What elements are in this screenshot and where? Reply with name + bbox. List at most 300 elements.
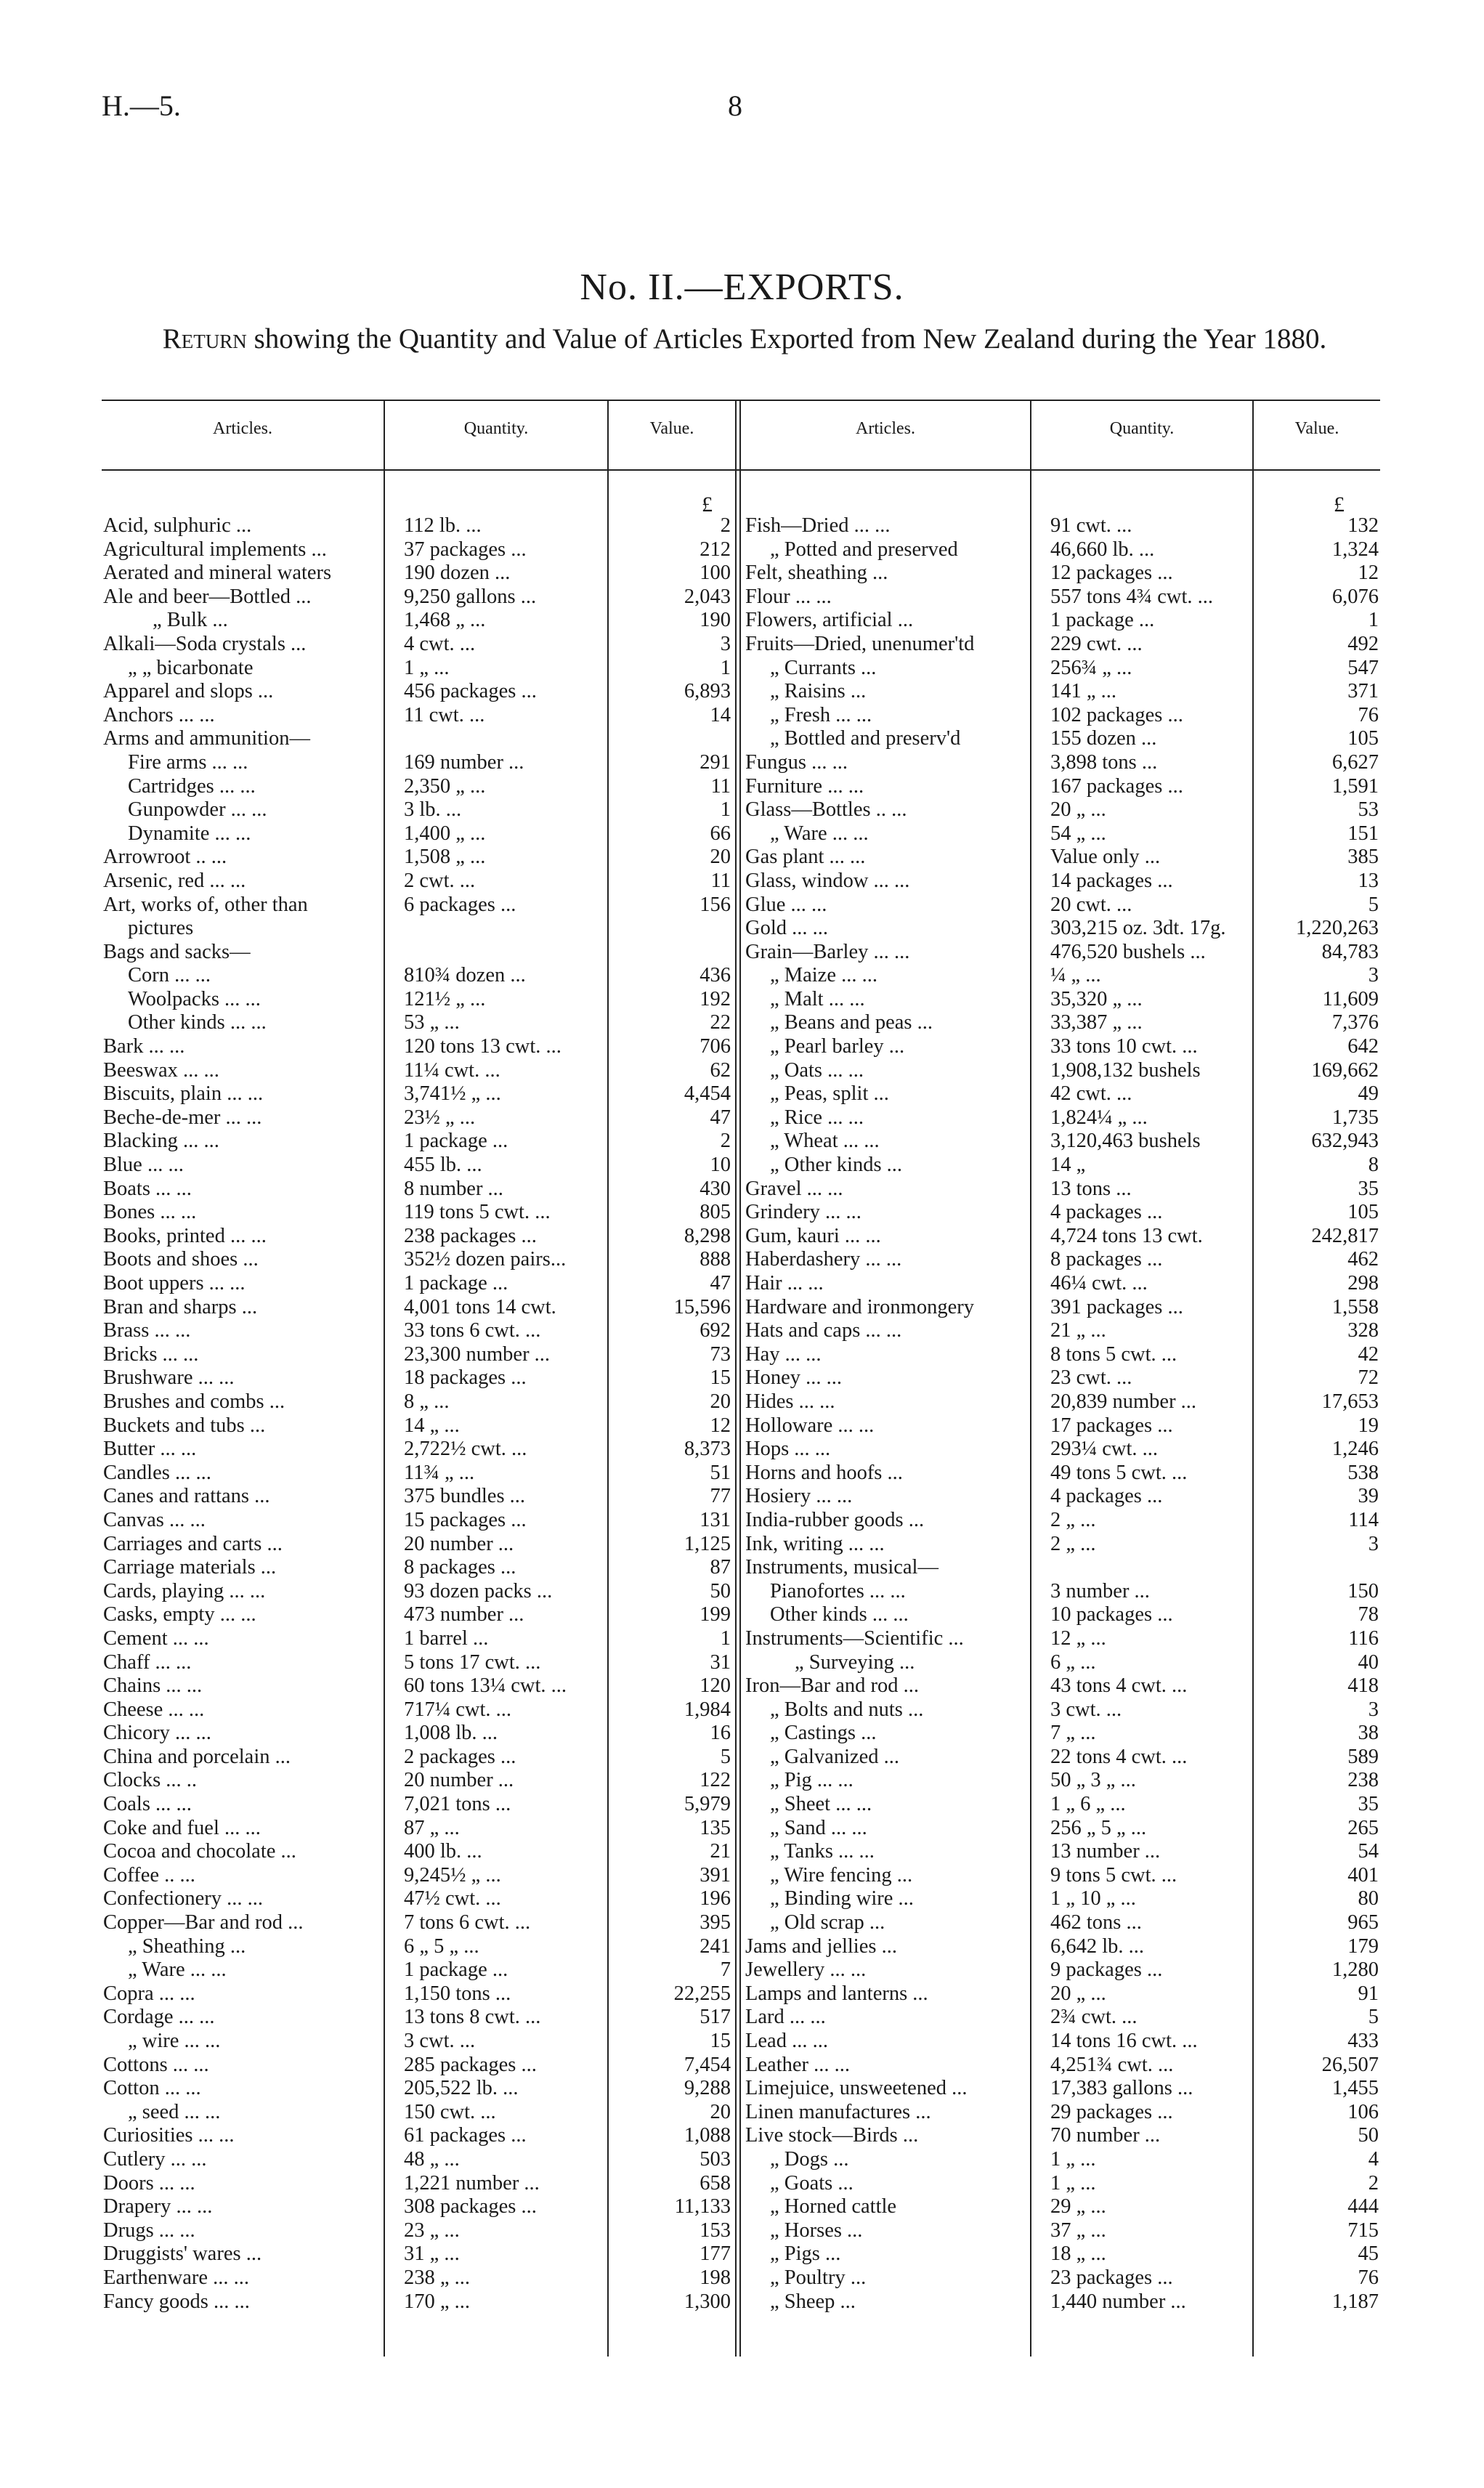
table-row: [744, 1178, 1380, 1202]
quantity-cell: 1 package ...: [1050, 609, 1155, 632]
table-row: [102, 870, 735, 894]
value-cell: 436: [700, 964, 731, 987]
article-name: Leather ... ...: [745, 2053, 851, 2076]
quantity-cell: 29 packages ...: [1050, 2100, 1173, 2123]
value-cell: 1,187: [1331, 2290, 1379, 2313]
table-row: [102, 1722, 735, 1746]
article-name: „ Bottled and preserv'd: [770, 727, 961, 750]
quantity-cell: 102 packages ...: [1050, 703, 1183, 726]
quantity-cell: 43 tons 4 cwt. ...: [1050, 1674, 1188, 1698]
col-divider: [735, 401, 737, 2357]
quantity-cell: 46¼ cwt. ...: [1050, 1272, 1148, 1294]
quantity-cell: 50 „ 3 „ ...: [1050, 1769, 1136, 1792]
article-name: Corn ... ...: [128, 964, 211, 987]
table-row: [744, 1462, 1380, 1486]
article-name: „ Horned cattle: [770, 2195, 897, 2218]
article-name: Carriage materials ...: [103, 1556, 277, 1579]
article-name: „ Horses ...: [770, 2218, 863, 2242]
table-row: [744, 562, 1380, 585]
value-cell: 1,088: [684, 2124, 731, 2147]
table-row: [102, 798, 735, 822]
table-row: [744, 775, 1380, 799]
value-cell: 492: [1347, 632, 1379, 655]
value-cell: 1,558: [1331, 1295, 1379, 1318]
table-row: [744, 917, 1380, 941]
table-row: [744, 1580, 1380, 1604]
article-name: „ Old scrap ...: [770, 1911, 885, 1934]
quantity-cell: 141 „ ...: [1050, 680, 1117, 703]
value-cell: 73: [710, 1342, 731, 1366]
article-name: Chaff ... ...: [103, 1650, 192, 1674]
quantity-cell: 4 packages ...: [1050, 1201, 1163, 1224]
article-name: Gum, kauri ... ...: [745, 1224, 881, 1247]
table-row: [744, 633, 1380, 657]
table-row: [102, 1627, 735, 1651]
article-name: Clocks ... ..: [103, 1769, 198, 1792]
quantity-cell: 33 tons 10 cwt. ...: [1050, 1035, 1198, 1058]
article-name: Arrowroot .. ...: [103, 846, 227, 869]
article-name: Iron—Bar and rod ...: [745, 1674, 920, 1698]
value-cell: 1: [720, 1626, 731, 1650]
value-cell: 888: [700, 1248, 731, 1271]
value-cell: 151: [1347, 822, 1379, 845]
quantity-cell: 17 packages ...: [1050, 1414, 1173, 1437]
article-name: „ „ bicarbonate: [128, 656, 254, 679]
article-name: „ Pearl barley ...: [770, 1035, 905, 1058]
article-name: Gas plant ... ...: [745, 846, 866, 869]
quantity-cell: 4 packages ...: [1050, 1485, 1163, 1508]
article-name: Drugs ... ...: [103, 2218, 195, 2242]
value-cell: 105: [1347, 727, 1379, 750]
article-name: Bark ... ...: [103, 1035, 185, 1058]
table-row: [102, 562, 735, 585]
quantity-cell: 23 „ ...: [404, 2218, 460, 2242]
article-name: Cotton ... ...: [103, 2077, 201, 2100]
table-row: [744, 870, 1380, 894]
article-name: „ Maize ... ...: [770, 964, 877, 987]
quantity-cell: 3 cwt. ...: [1050, 1698, 1122, 1721]
quantity-cell: 48 „ ...: [404, 2147, 460, 2171]
quantity-cell: 93 dozen packs ...: [404, 1579, 553, 1602]
quantity-cell: 1,221 number ...: [404, 2171, 540, 2195]
value-cell: 11,133: [674, 2195, 731, 2218]
article-name: Limejuice, unsweetened ...: [745, 2077, 968, 2100]
quantity-cell: 3 number ...: [1050, 1579, 1150, 1602]
table-row: [744, 1651, 1380, 1675]
table-row: [744, 1319, 1380, 1343]
article-name: „ Potted and preserved: [770, 538, 958, 561]
article-name: Acid, sulphuric ...: [103, 514, 252, 537]
subtitle: [131, 324, 1358, 354]
table-row: [744, 1887, 1380, 1911]
article-name: „ Other kinds ...: [770, 1154, 903, 1177]
value-cell: 241: [700, 1934, 731, 1958]
quantity-cell: 473 number ...: [404, 1603, 524, 1626]
value-cell: 418: [1347, 1674, 1379, 1698]
value-cell: 177: [700, 2242, 731, 2266]
quantity-cell: 23,300 number ...: [404, 1342, 551, 1366]
quantity-cell: 9,250 gallons ...: [404, 585, 537, 608]
value-cell: 72: [1358, 1366, 1379, 1390]
article-name: Bran and sharps ...: [103, 1295, 258, 1318]
article-name: „ Ware ... ...: [770, 822, 869, 845]
table-row: [744, 1982, 1380, 2006]
quantity-cell: 12 „ ...: [1050, 1626, 1106, 1650]
table-row: [744, 1674, 1380, 1698]
table-row: [102, 2124, 735, 2148]
value-cell: 3: [720, 632, 731, 655]
table-row: [744, 680, 1380, 704]
quantity-cell: 1,008 lb. ...: [404, 1722, 498, 1745]
value-cell: 135: [700, 1816, 731, 1839]
quantity-cell: 6,642 lb. ...: [1050, 1934, 1145, 1958]
value-cell: 1: [720, 656, 731, 679]
value-cell: 9,288: [684, 2077, 731, 2100]
value-cell: 15: [710, 2030, 731, 2052]
value-cell: 35: [1358, 1793, 1379, 1816]
article-name: Hair ... ...: [745, 1272, 824, 1294]
table-row: [102, 1651, 735, 1675]
table-row: [744, 1769, 1380, 1793]
table-row: [744, 964, 1380, 988]
table-row: [102, 1864, 735, 1888]
quantity-cell: 18 „ ...: [1050, 2242, 1106, 2266]
table-row: [102, 1580, 735, 1604]
table-row: [102, 2219, 735, 2243]
table-row: [102, 1390, 735, 1414]
table-row: [102, 1509, 735, 1533]
table-row: [744, 1343, 1380, 1367]
table-row: [102, 514, 735, 538]
table-row: [744, 727, 1380, 751]
table-row: [744, 846, 1380, 870]
quantity-cell: 303,215 oz. 3dt. 17g.: [1050, 917, 1226, 940]
table-row: [744, 2054, 1380, 2078]
table-row: [744, 1059, 1380, 1083]
quantity-cell: 70 number ...: [1050, 2124, 1161, 2147]
article-name: Flowers, artificial ...: [745, 609, 914, 632]
table-row: [744, 704, 1380, 728]
value-cell: 6,076: [1331, 585, 1379, 608]
value-cell: 106: [1347, 2100, 1379, 2123]
value-cell: 517: [700, 2006, 731, 2029]
article-name: Cocoa and chocolate ...: [103, 1840, 296, 1863]
article-name: Candles ... ...: [103, 1461, 211, 1484]
article-name: Flour ... ...: [745, 585, 832, 608]
table-row: [744, 1438, 1380, 1462]
quantity-cell: 155 dozen ...: [1050, 727, 1157, 750]
table-row: [744, 1722, 1380, 1746]
value-cell: 122: [700, 1769, 731, 1792]
article-name: Art, works of, other than: [103, 893, 308, 916]
quantity-cell: 20 number ...: [404, 1532, 514, 1555]
article-name: Grindery ... ...: [745, 1201, 861, 1224]
quantity-cell: 23 cwt. ...: [1050, 1366, 1132, 1390]
value-cell: 12: [1358, 562, 1379, 585]
table-row: [744, 2030, 1380, 2054]
header-articles-right: Articles.: [856, 419, 915, 438]
table-row: [744, 1556, 1380, 1580]
quantity-cell: 308 packages ...: [404, 2195, 537, 2218]
table-row: [102, 680, 735, 704]
article-name: Cheese ... ...: [103, 1698, 205, 1721]
table-row: [102, 1272, 735, 1296]
article-name: Coffee .. ...: [103, 1863, 195, 1887]
subtitle-lead: Return: [162, 323, 247, 354]
value-cell: 15,596: [673, 1295, 731, 1318]
table-row: [744, 1911, 1380, 1935]
quantity-cell: 1,468 „ ...: [404, 609, 486, 632]
value-cell: 42: [1358, 1342, 1379, 1366]
quantity-cell: 375 bundles ...: [404, 1485, 526, 1508]
article-name: Dynamite ... ...: [128, 822, 251, 845]
table-row: [744, 1746, 1380, 1770]
value-cell: 78: [1358, 1603, 1379, 1626]
quantity-cell: 87 „ ...: [404, 1816, 460, 1839]
article-name: „ Pig ... ...: [770, 1769, 853, 1792]
value-cell: 20: [710, 846, 731, 869]
table-row: [102, 727, 735, 751]
value-cell: 35: [1358, 1177, 1379, 1200]
article-name: Lard ... ...: [745, 2006, 826, 2029]
table-row: [102, 2148, 735, 2172]
quantity-cell: 4,251¾ cwt. ...: [1050, 2053, 1174, 2076]
quantity-cell: 400 lb. ...: [404, 1840, 482, 1863]
article-name: „ Goats ...: [770, 2171, 853, 2195]
article-name: „ Pigs ...: [770, 2242, 841, 2266]
quantity-cell: 15 packages ...: [404, 1508, 527, 1531]
table-row: [102, 1911, 735, 1935]
article-name: Hops ... ...: [745, 1438, 831, 1461]
quantity-cell: 29 „ ...: [1050, 2195, 1106, 2218]
value-cell: 391: [700, 1863, 731, 1887]
article-name: „ Oats ... ...: [770, 1058, 864, 1082]
quantity-cell: 31 „ ...: [404, 2242, 460, 2266]
value-cell: 547: [1347, 656, 1379, 679]
quantity-cell: 8 number ...: [404, 1177, 503, 1200]
table-row: [744, 2290, 1380, 2314]
quantity-cell: 2 packages ...: [404, 1745, 516, 1768]
table-row: [744, 1035, 1380, 1059]
article-name: Drapery ... ...: [103, 2195, 213, 2218]
quantity-cell: 3,741½ „ ...: [404, 1082, 501, 1106]
value-cell: 53: [1358, 798, 1379, 822]
article-name: Ink, writing ... ...: [745, 1532, 885, 1555]
quantity-cell: 23 packages ...: [1050, 2266, 1173, 2289]
article-name: „ Beans and peas ...: [770, 1011, 933, 1034]
quantity-cell: 11¼ cwt. ...: [404, 1058, 500, 1082]
quantity-cell: 1 package ...: [404, 1130, 508, 1153]
value-cell: 4,454: [684, 1082, 731, 1106]
article-name: Brushware ... ...: [103, 1366, 235, 1390]
article-name: Glass, window ... ...: [745, 869, 910, 892]
value-cell: 692: [700, 1319, 731, 1342]
value-cell: 1,591: [1331, 774, 1379, 798]
article-name: Other kinds ... ...: [128, 1011, 267, 1034]
quantity-cell: 37 „ ...: [1050, 2218, 1106, 2242]
article-name: „ Surveying ...: [795, 1650, 915, 1674]
value-cell: 503: [700, 2147, 731, 2171]
table-row: [744, 1248, 1380, 1272]
value-cell: 1,246: [1331, 1438, 1379, 1461]
article-name: Felt, sheathing ...: [745, 562, 888, 585]
table-row: [102, 1011, 735, 1035]
table-row: [744, 1935, 1380, 1959]
value-cell: 6,627: [1331, 750, 1379, 774]
quantity-cell: 20 „ ...: [1050, 1982, 1106, 2005]
value-cell: 116: [1348, 1626, 1379, 1650]
table-row: [744, 2172, 1380, 2196]
currency-symbol-right: £: [1334, 493, 1345, 516]
value-cell: 40: [1358, 1650, 1379, 1674]
table-row: [102, 2290, 735, 2314]
value-cell: 179: [1347, 1934, 1379, 1958]
value-cell: 371: [1347, 680, 1379, 703]
value-cell: 10: [710, 1154, 731, 1177]
table-row: [102, 1438, 735, 1462]
table-row: [102, 1319, 735, 1343]
table-row: [102, 988, 735, 1012]
quantity-cell: 455 lb. ...: [404, 1154, 482, 1177]
article-name: Earthenware ... ...: [103, 2266, 249, 2289]
table-row: [102, 1603, 735, 1627]
value-cell: 66: [710, 822, 731, 845]
table-row: [102, 1674, 735, 1698]
article-name: Cartridges ... ...: [128, 774, 256, 798]
article-name: Buckets and tubs ...: [103, 1414, 266, 1437]
table-row: [744, 1603, 1380, 1627]
table-row: [744, 988, 1380, 1012]
value-cell: 706: [700, 1035, 731, 1058]
table-row: [102, 538, 735, 562]
article-name: „ Peas, split ...: [770, 1082, 889, 1106]
article-name: Butter ... ...: [103, 1438, 197, 1461]
value-cell: 153: [700, 2218, 731, 2242]
value-cell: 2: [1368, 2171, 1379, 2195]
quantity-cell: 8 „ ...: [404, 1390, 450, 1413]
article-name: „ Bolts and nuts ...: [770, 1698, 924, 1721]
value-cell: 715: [1347, 2218, 1379, 2242]
value-cell: 120: [700, 1674, 731, 1698]
table-row: [744, 2219, 1380, 2243]
value-cell: 131: [700, 1508, 731, 1531]
currency-symbol-left: £: [702, 493, 713, 516]
table-row: [744, 1533, 1380, 1557]
quantity-cell: 20,839 number ...: [1050, 1390, 1197, 1413]
article-name: Glue ... ...: [745, 893, 827, 916]
table-row: [102, 1248, 735, 1272]
header-articles-left: Articles.: [213, 419, 272, 438]
header-value-right: Value.: [1294, 419, 1339, 438]
table-row: [744, 538, 1380, 562]
value-cell: 20: [710, 2100, 731, 2123]
table-row: [744, 1864, 1380, 1888]
quantity-cell: 11 cwt. ...: [404, 703, 485, 726]
table-row: [744, 2148, 1380, 2172]
value-cell: 385: [1347, 846, 1379, 869]
table-row: [102, 1296, 735, 1320]
quantity-cell: 1 „ ...: [1050, 2147, 1096, 2171]
value-cell: 265: [1347, 1816, 1379, 1839]
value-cell: 22,255: [673, 1982, 731, 2005]
article-name: Bags and sacks—: [103, 940, 251, 963]
article-name: Live stock—Birds ...: [745, 2124, 919, 2147]
quantity-cell: 256 „ 5 „ ...: [1050, 1816, 1147, 1839]
quantity-cell: 7 tons 6 cwt. ...: [404, 1911, 531, 1934]
article-name: Chains ... ...: [103, 1674, 203, 1698]
quantity-cell: 112 lb. ...: [404, 514, 482, 537]
article-name: Cutlery ... ...: [103, 2147, 207, 2171]
quantity-cell: 1 package ...: [404, 1958, 508, 1982]
article-name: „ Galvanized ...: [770, 1745, 900, 1768]
table-row: [744, 2242, 1380, 2266]
table-row: [102, 964, 735, 988]
table-row: [102, 775, 735, 799]
article-name: Linen manufactures ...: [745, 2100, 931, 2123]
article-name: Cottons ... ...: [103, 2053, 209, 2076]
article-name: Chicory ... ...: [103, 1722, 211, 1745]
value-cell: 190: [700, 609, 731, 632]
value-cell: 2: [720, 1130, 731, 1153]
value-cell: 658: [700, 2171, 731, 2195]
value-cell: 5: [1368, 2006, 1379, 2029]
table-row: [744, 2124, 1380, 2148]
value-cell: 11: [710, 774, 731, 798]
article-name: Beche-de-mer ... ...: [103, 1106, 262, 1129]
value-cell: 1,220,263: [1296, 917, 1379, 940]
table-row: [102, 846, 735, 870]
article-name: Boots and shoes ...: [103, 1248, 259, 1271]
article-name: Doors ... ...: [103, 2171, 195, 2195]
quantity-cell: 1 „ ...: [404, 656, 450, 679]
value-cell: 642: [1347, 1035, 1379, 1058]
value-cell: 12: [710, 1414, 731, 1437]
table-row: [744, 1296, 1380, 1320]
quantity-cell: 810¾ dozen ...: [404, 964, 526, 987]
table-row: [102, 633, 735, 657]
value-cell: 16: [710, 1722, 731, 1745]
quantity-cell: 18 packages ...: [404, 1366, 527, 1390]
table-row: [102, 2030, 735, 2054]
value-cell: 8,373: [684, 1438, 731, 1461]
article-name: Copra ... ...: [103, 1982, 195, 2005]
article-name: Casks, empty ... ...: [103, 1603, 256, 1626]
quantity-cell: 2¾ cwt. ...: [1050, 2006, 1138, 2029]
article-name: Lamps and lanterns ...: [745, 1982, 928, 2005]
table-row: [102, 2172, 735, 2196]
quantity-cell: 717¼ cwt. ...: [404, 1698, 512, 1721]
quantity-cell: 1,508 „ ...: [404, 846, 486, 869]
quantity-cell: 5 tons 17 cwt. ...: [404, 1650, 541, 1674]
article-name: „ Poultry ...: [770, 2266, 867, 2289]
article-name: „ Fresh ... ...: [770, 703, 872, 726]
value-cell: 1,125: [684, 1532, 731, 1555]
article-name: India-rubber goods ...: [745, 1508, 925, 1531]
article-name: Copper—Bar and rod ...: [103, 1911, 304, 1934]
value-cell: 39: [1358, 1485, 1379, 1508]
left-table: [102, 514, 735, 2314]
right-table: [744, 514, 1380, 2314]
table-row: [102, 941, 735, 965]
article-name: „ Sand ... ...: [770, 1816, 867, 1839]
quantity-cell: 4 cwt. ...: [404, 632, 476, 655]
quantity-cell: 13 number ...: [1050, 1840, 1161, 1863]
table-row: [102, 1225, 735, 1249]
quantity-cell: 46,660 lb. ...: [1050, 538, 1155, 561]
article-name: Boats ... ...: [103, 1177, 192, 1200]
quantity-cell: 14 „: [1050, 1154, 1086, 1177]
quantity-cell: 49 tons 5 cwt. ...: [1050, 1461, 1188, 1484]
